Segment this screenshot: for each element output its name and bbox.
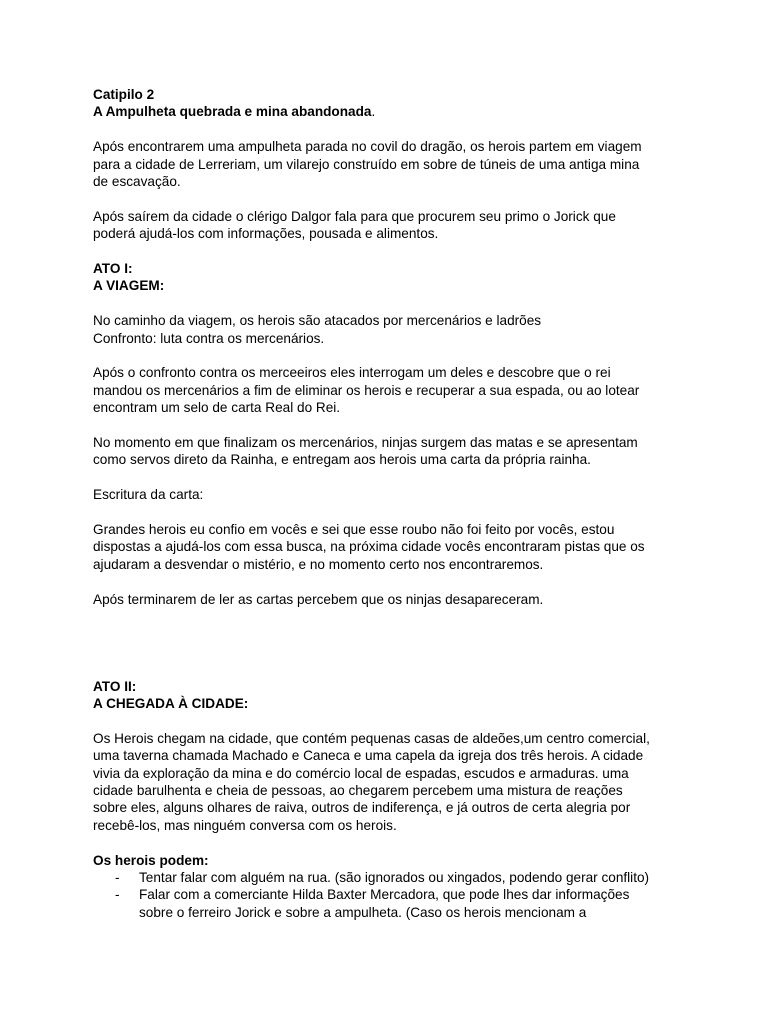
act2-paragraph-1 xyxy=(93,730,693,834)
bullet-dash: - xyxy=(115,870,120,886)
document-body xyxy=(93,86,693,921)
text-line: Após o confronto contra os merceeiros eles interrogam um deles e descobre que o rei xyxy=(93,365,611,381)
text-line: sobre eles, alguns olhares de raiva, outros de indiferença, e já outros de certa alegria por xyxy=(93,800,631,816)
chapter-label: Catipilo 2 xyxy=(93,87,155,102)
act1-paragraph-2 xyxy=(93,364,693,416)
text-line: recebê-los, mas ninguém conversa com os herois. xyxy=(93,817,397,833)
text-line: vivia da exploração da mina e do comércio local de espadas, escudos e armaduras. uma xyxy=(93,765,629,781)
list-item xyxy=(93,886,693,921)
text-line: de escavação. xyxy=(93,174,181,190)
act1-paragraph-1 xyxy=(93,312,693,347)
chapter-title: A Ampulheta quebrada e mina abandonada xyxy=(93,104,372,120)
text-line: Tentar falar com alguém na rua. (são ignorados ou xingados, podendo gerar conflito) xyxy=(139,870,650,886)
text-line: dispostas a ajudá-los com essa busca, na próxima cidade vocês encontraram pistas que os xyxy=(93,539,645,555)
text-line: Após saírem da cidade o clérigo Dalgor fala para que procurem seu primo o Jorick que xyxy=(93,208,616,224)
text-line: Confronto: luta contra os mercenários. xyxy=(93,330,325,346)
text-line: sobre o ferreiro Jorick e sobre a ampulheta. (Caso os herois mencionam a xyxy=(139,904,587,920)
chapter-title-period: . xyxy=(371,104,376,120)
text-line: mandou os mercenários a fim de eliminar os herois e recuperar a sua espada, ou ao lotear xyxy=(93,382,640,398)
text-line: como servos direto da Rainha, e entregam aos herois uma carta da própria rainha. xyxy=(93,452,591,468)
text-line: Falar com a comerciante Hilda Baxter Mercadora, que pode lhes dar informações xyxy=(139,887,630,903)
text-line: uma taverna chamada Machado e Caneca e uma capela da igreja dos três herois. A cidade xyxy=(93,748,644,764)
letter-heading: Escritura da carta: xyxy=(93,487,204,503)
act1-title: A VIAGEM: xyxy=(93,278,165,294)
intro-paragraph-2 xyxy=(93,208,693,243)
act1-label: ATO I: xyxy=(93,261,133,277)
chapter-title-line xyxy=(93,103,693,120)
bullet-dash: - xyxy=(115,887,120,903)
text-line: Após encontrarem uma ampulheta parada no covil do dragão, os herois partem em viagem xyxy=(93,139,642,155)
text-line: cidade barulhenta e cheia de pessoas, ao chegarem percebem uma mistura de reações xyxy=(93,783,623,799)
options-list xyxy=(93,869,693,921)
act2-title: A CHEGADA À CIDADE: xyxy=(93,696,249,712)
text-line: poderá ajudá-los com informações, pousada e alimentos. xyxy=(93,226,439,242)
text-line: No caminho da viagem, os herois são atacados por mercenários e ladrões xyxy=(93,313,542,329)
act1-paragraph-4: Após terminarem de ler as cartas percebem que os ninjas desapareceram. xyxy=(93,591,544,607)
intro-paragraph-1 xyxy=(93,138,693,190)
text-line: Grandes herois eu confio em vocês e sei que esse roubo não foi feito por vocês, estou xyxy=(93,522,615,538)
letter-text xyxy=(93,521,693,573)
text-line: para a cidade de Lerreriam, um vilarejo construído em sobre de túneis de uma antiga mina xyxy=(93,156,640,172)
text-line: encontram um selo de carta Real do Rei. xyxy=(93,400,341,416)
text-line: ajudaram a desvendar o mistério, e no momento certo nos encontraremos. xyxy=(93,556,544,572)
act2-label: ATO II: xyxy=(93,678,137,694)
list-item xyxy=(93,869,693,886)
text-line: Os Herois chegam na cidade, que contém pequenas casas de aldeões,um centro comercial, xyxy=(93,730,650,746)
text-line: No momento em que finalizam os mercenários, ninjas surgem das matas e se apresentam xyxy=(93,435,638,451)
act1-paragraph-3 xyxy=(93,434,693,469)
options-heading: Os herois podem: xyxy=(93,852,209,868)
